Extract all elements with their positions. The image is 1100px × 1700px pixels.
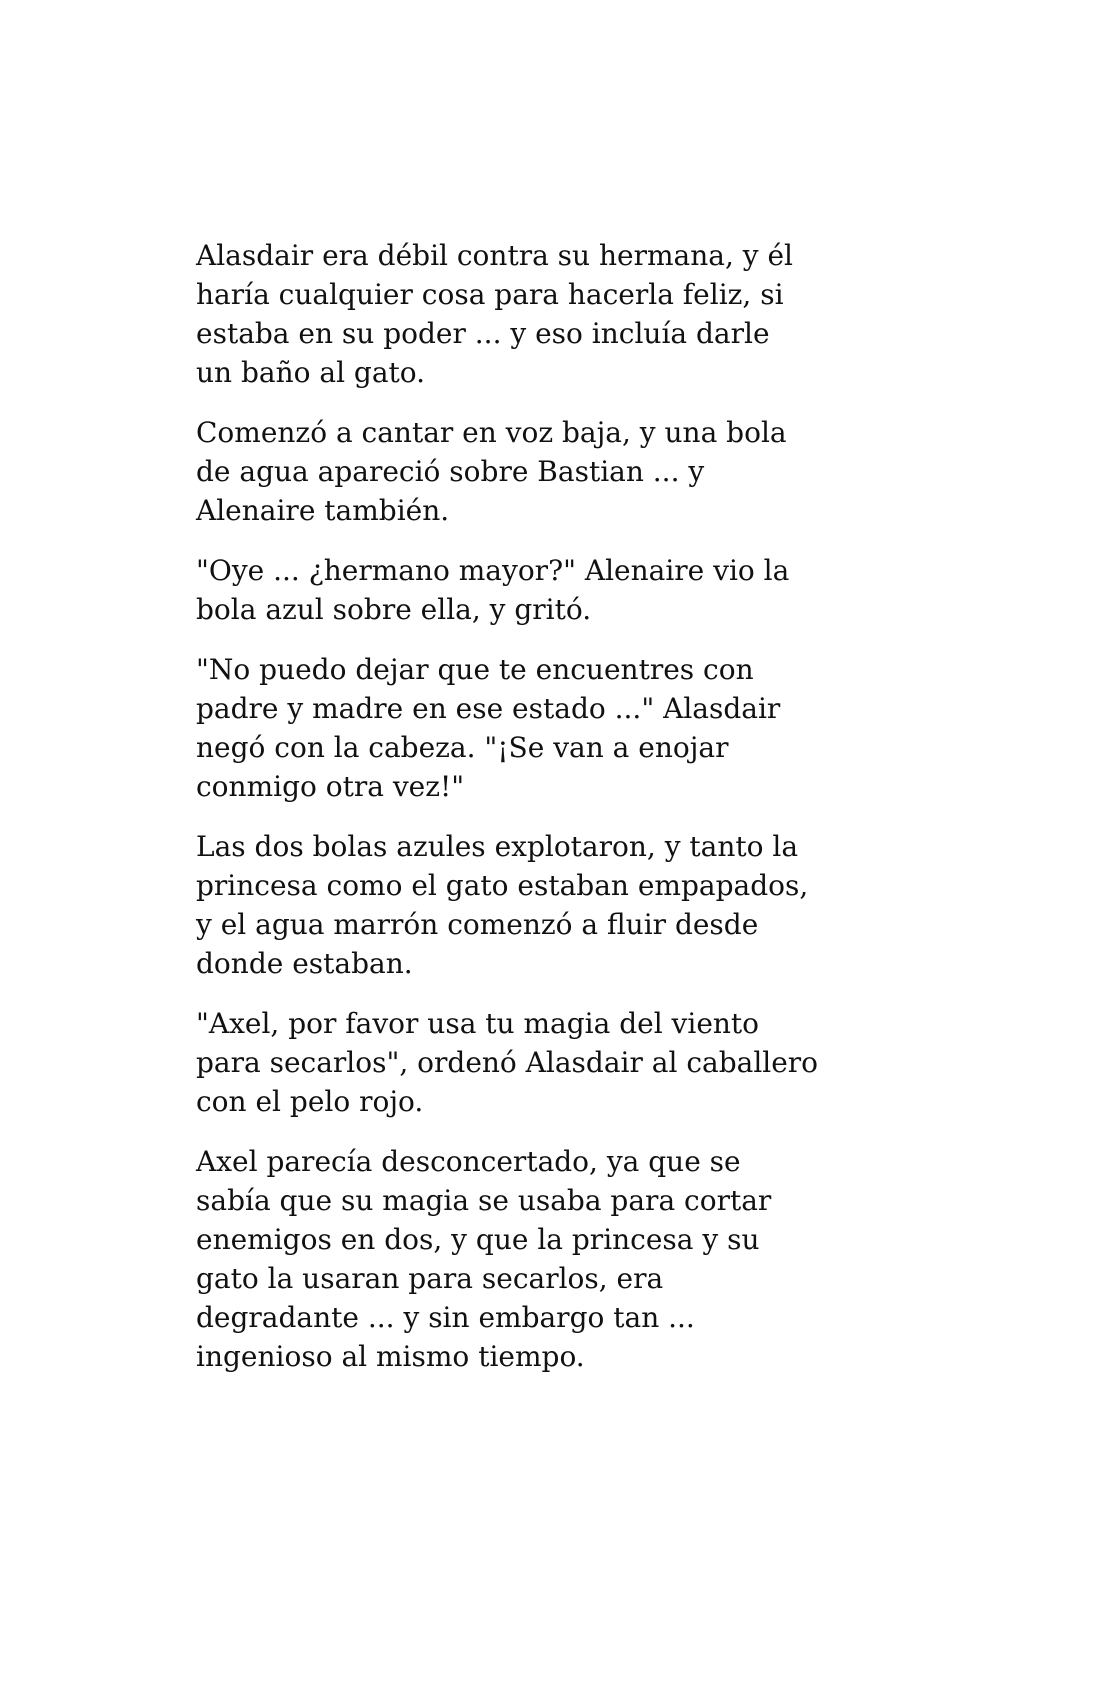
text-line: Comenzó a cantar en voz baja, y una bola bbox=[196, 416, 787, 449]
text-line: de agua apareció sobre Bastian ... y bbox=[196, 455, 705, 488]
text-line: "Axel, por favor usa tu magia del viento bbox=[196, 1007, 760, 1040]
text-line: estaba en su poder ... y eso incluía darle bbox=[196, 317, 770, 350]
paragraph-1 bbox=[196, 236, 996, 392]
paragraph-3 bbox=[196, 551, 996, 629]
paragraph-5 bbox=[196, 827, 996, 983]
text-line: y el agua marrón comenzó a fluir desde bbox=[196, 908, 759, 941]
text-line: Las dos bolas azules explotaron, y tanto la bbox=[196, 830, 799, 863]
paragraph-7 bbox=[196, 1142, 996, 1376]
text-line: negó con la cabeza. "¡Se van a enojar bbox=[196, 731, 729, 764]
text-line: princesa como el gato estaban empapados, bbox=[196, 869, 809, 902]
paragraph-2 bbox=[196, 413, 996, 530]
text-line: Alasdair era débil contra su hermana, y él bbox=[196, 239, 793, 272]
text-line: enemigos en dos, y que la princesa y su bbox=[196, 1223, 760, 1256]
paragraph-6 bbox=[196, 1004, 996, 1121]
text-line: ingenioso al mismo tiempo. bbox=[196, 1340, 585, 1373]
text-line: bola azul sobre ella, y gritó. bbox=[196, 593, 592, 626]
paragraph-4 bbox=[196, 650, 996, 806]
text-line: donde estaban. bbox=[196, 947, 413, 980]
text-line: para secarlos", ordenó Alasdair al caballero bbox=[196, 1046, 819, 1079]
text-line: sabía que su magia se usaba para cortar bbox=[196, 1184, 772, 1217]
page-body-text bbox=[196, 236, 996, 1397]
text-line: "Oye ... ¿hermano mayor?" Alenaire vio la bbox=[196, 554, 790, 587]
text-line: haría cualquier cosa para hacerla feliz, si bbox=[196, 278, 784, 311]
text-line: Axel parecía desconcertado, ya que se bbox=[196, 1145, 741, 1178]
text-line: "No puedo dejar que te encuentres con bbox=[196, 653, 754, 686]
text-line: gato la usaran para secarlos, era bbox=[196, 1262, 664, 1295]
text-line: padre y madre en ese estado ..." Alasdair bbox=[196, 692, 781, 725]
text-line: conmigo otra vez!" bbox=[196, 770, 465, 803]
text-line: Alenaire también. bbox=[196, 494, 450, 527]
text-line: un baño al gato. bbox=[196, 356, 426, 389]
text-line: degradante ... y sin embargo tan ... bbox=[196, 1301, 695, 1334]
text-line: con el pelo rojo. bbox=[196, 1085, 424, 1118]
